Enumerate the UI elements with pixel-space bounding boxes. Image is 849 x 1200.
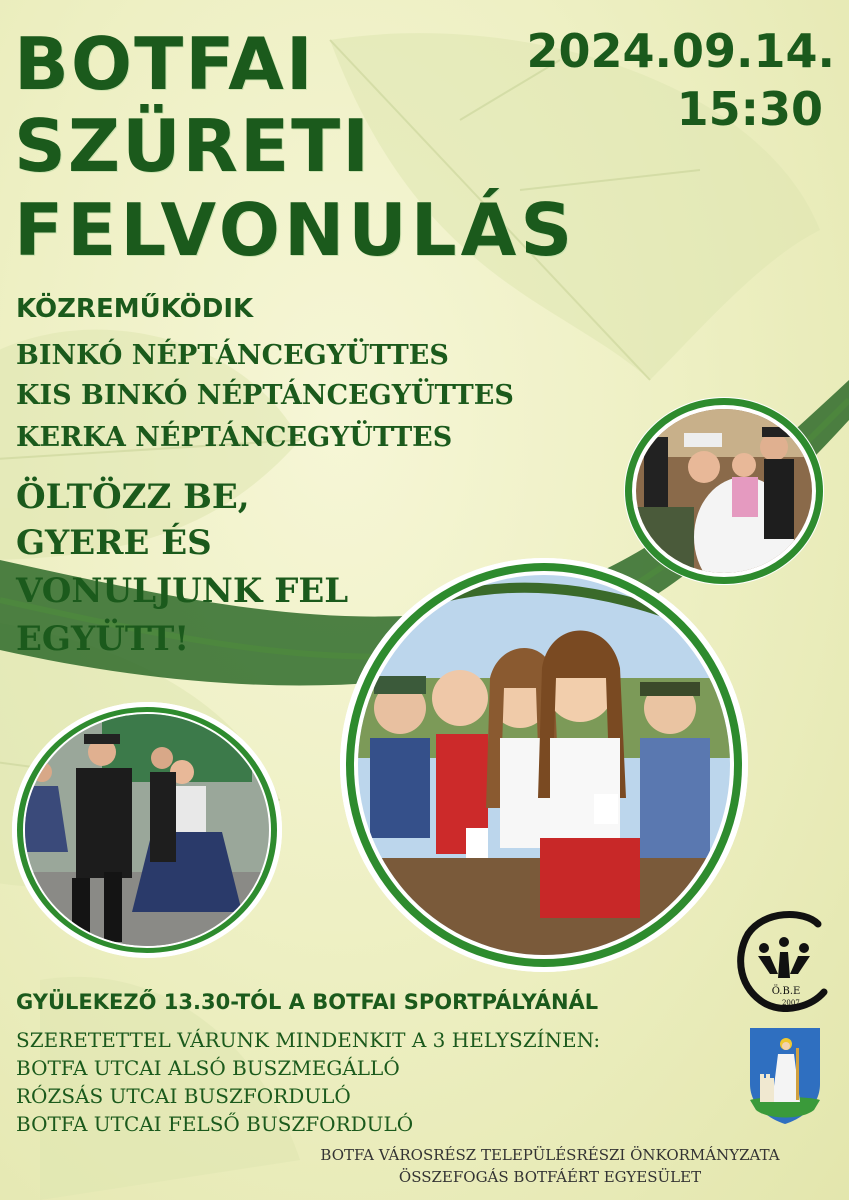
slogan-line: GYERE ÉS	[16, 523, 212, 563]
slogan-line: ÖLTÖZZ BE,	[16, 477, 250, 517]
slogan-line: VONULJUNK FEL	[16, 571, 349, 611]
logo-year: 2007.	[781, 999, 803, 1007]
coat-of-arms-icon	[748, 1026, 822, 1124]
event-date: 2024.09.14.	[526, 24, 835, 78]
welcome-info: SZERETETTEL VÁRUNK MINDENKIT A 3 HELYSZÍNEN:	[16, 1028, 601, 1052]
photo-folk-dancers	[12, 702, 282, 958]
event-time: 15:30	[676, 82, 823, 136]
performers-heading: KÖZREMŰKÖDIK	[16, 294, 254, 324]
slogan-line: EGYÜTT!	[16, 619, 190, 659]
performer-group: KERKA NÉPTÁNCEGYÜTTES	[16, 422, 453, 453]
title-line-1: BOTFAI	[14, 22, 315, 106]
location-item: BOTFA UTCAI ALSÓ BUSZMEGÁLLÓ	[16, 1056, 400, 1080]
gathering-info: GYÜLEKEZŐ 13.30-TÓL A BOTFAI SPORTPÁLYÁNÁL	[16, 990, 599, 1014]
photo-children	[340, 558, 748, 972]
location-item: RÓZSÁS UTCAI BUSZFORDULÓ	[16, 1084, 351, 1108]
organizer-line-2: ÖSSZEFOGÁS BOTFÁÉRT EGYESÜLET	[398, 1168, 702, 1186]
logo-text: Ö.B.E	[771, 986, 801, 997]
organizer-line-1: BOTFA VÁROSRÉSZ TELEPÜLÉSRÉSZI ÖNKORMÁNYZATA	[320, 1146, 780, 1164]
title-line-3: FELVONULÁS	[14, 188, 577, 272]
title-line-2: SZÜRETI	[14, 104, 372, 188]
performer-group: BINKÓ NÉPTÁNCEGYÜTTES	[16, 340, 449, 371]
obe-logo-icon	[734, 908, 834, 1012]
photo-costume-couple	[624, 397, 824, 585]
location-item: BOTFA UTCAI FELSŐ BUSZFORDULÓ	[16, 1112, 414, 1136]
performer-group: KIS BINKÓ NÉPTÁNCEGYÜTTES	[16, 380, 514, 411]
